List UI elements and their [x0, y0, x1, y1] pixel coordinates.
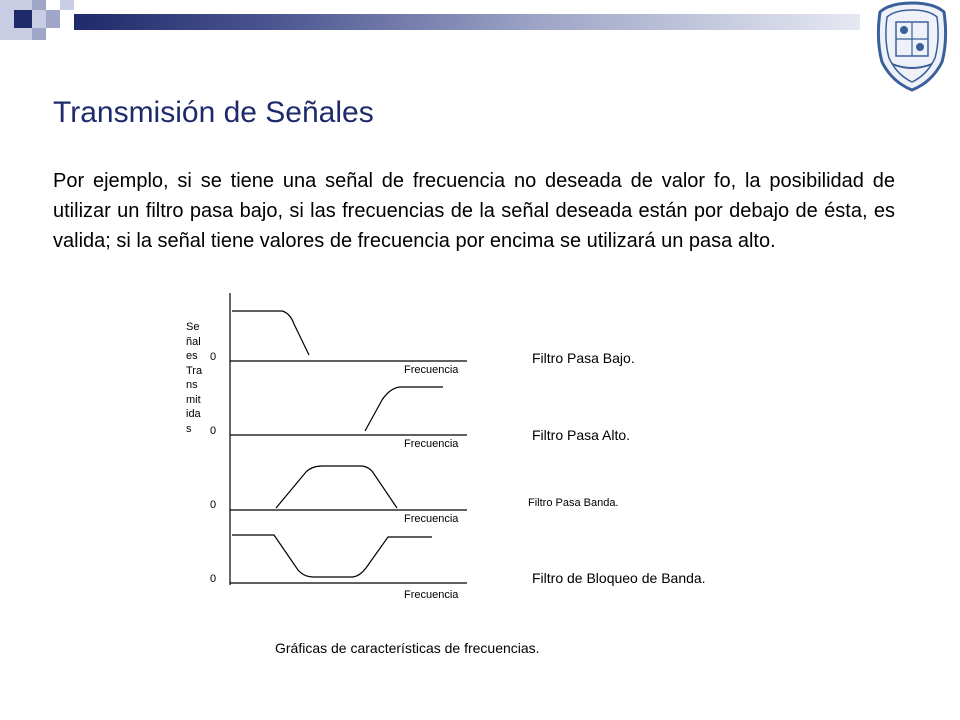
y-axis-label-line: s	[186, 422, 192, 435]
filter-label-band-stop: Filtro de Bloqueo de Banda.	[532, 570, 706, 586]
x-axis-label: Frecuencia	[404, 513, 459, 525]
y-axis-label-line: ñal	[186, 335, 201, 348]
zero-label: 0	[210, 499, 217, 511]
filter-label-high-pass: Filtro Pasa Alto.	[532, 427, 631, 443]
filter-label-low-pass: Filtro Pasa Bajo.	[532, 350, 635, 366]
low-pass-curve	[232, 311, 309, 355]
x-axis-label: Frecuencia	[404, 438, 459, 450]
y-axis-label-line: mit	[186, 393, 201, 406]
figure-caption: Gráficas de características de frecuencias.	[275, 640, 540, 656]
zero-label: 0	[210, 573, 217, 585]
band-stop-curve	[232, 535, 432, 577]
body-paragraph: Por ejemplo, si se tiene una señal de frecuencia no deseada de valor fo, la posibilidad de utilizar un filtro pasa bajo, si las frecuencias de la señal deseada están por debajo de ésta, es valida; si la señal tiene valores de frecuencia por encima se utilizará un pasa alto.	[53, 170, 895, 252]
y-axis-label-line: ida	[186, 408, 201, 420]
y-axis-label-line: Tra	[186, 364, 203, 377]
filter-label-band-pass: Filtro Pasa Banda.	[528, 497, 619, 509]
zero-label: 0	[210, 425, 217, 437]
slide-title: Transmisión de Señales	[53, 96, 374, 129]
x-axis-label: Frecuencia	[404, 589, 459, 601]
y-axis-label-line: ns	[186, 379, 198, 391]
y-axis-label-line: Se	[186, 321, 200, 333]
zero-label: 0	[210, 351, 217, 363]
x-axis-label: Frecuencia	[404, 364, 459, 376]
band-pass-curve	[276, 466, 397, 508]
y-axis-label-line: es	[186, 350, 198, 362]
high-pass-curve	[365, 387, 443, 431]
